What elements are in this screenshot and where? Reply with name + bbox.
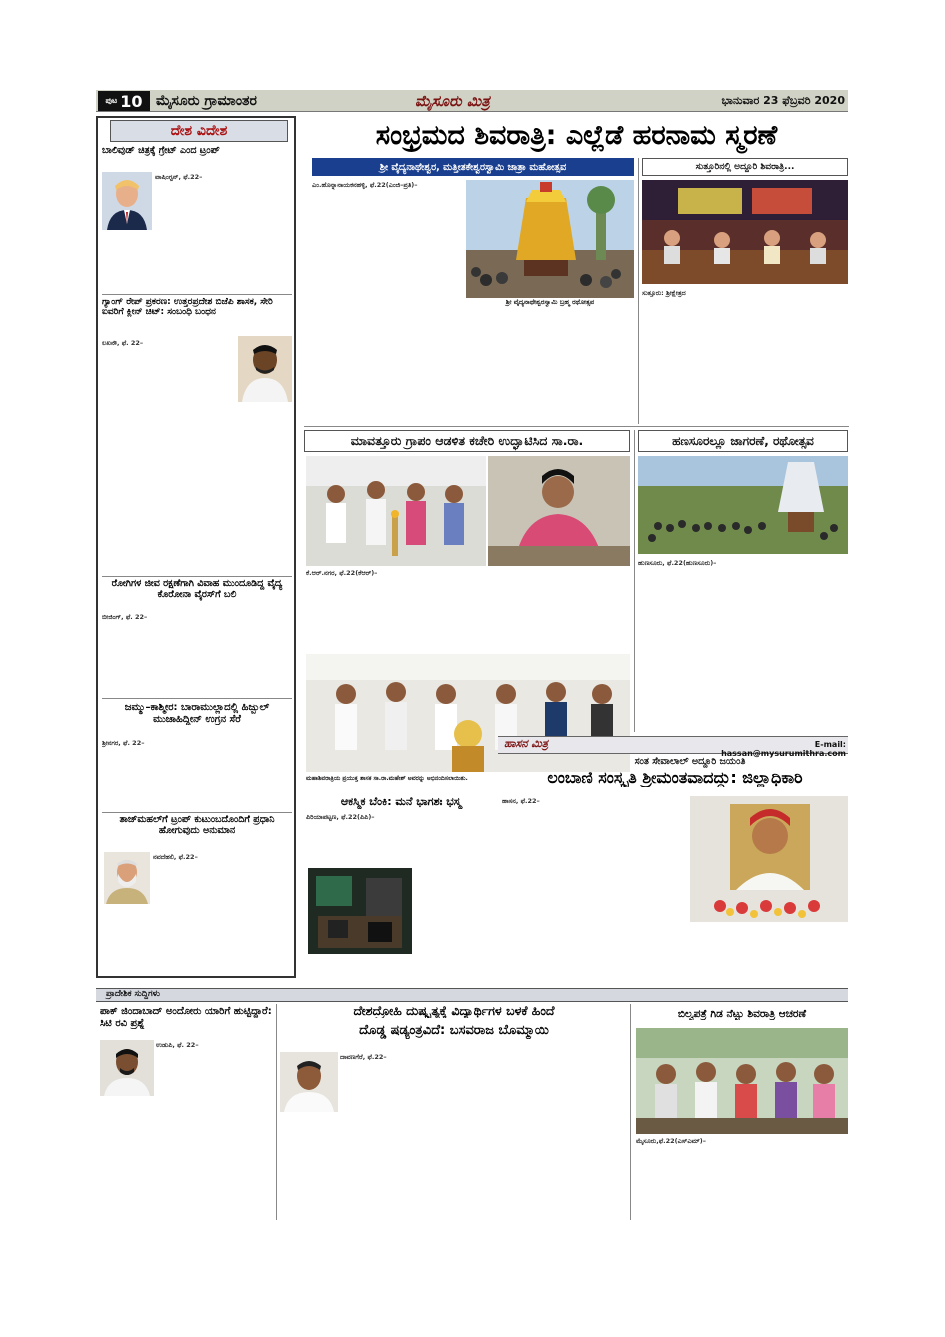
page-number: 10 xyxy=(120,91,143,111)
hassan-email: E-mail: hassan@mysurumithra.com xyxy=(721,740,846,758)
regional-center-body-col1: ದಾವಣಗೆರೆ, ಫೆ.22– xyxy=(340,1053,387,1061)
fire-body-col2 xyxy=(410,812,496,976)
modi-photo xyxy=(104,852,150,904)
lead-headline: ಸಂಭ್ರಮದ ಶಿವರಾತ್ರಿ: ಎಲ್ಲೆಡೆ ಹರನಾಮ ಸ್ಮರಣೆ xyxy=(375,120,778,151)
regional-center-headline-2: ದೊಡ್ಡ ಷಡ್ಯಂತ್ರವಿದೆ: ಬಸವರಾಜ ಬೊಮ್ಮಾಯಿ xyxy=(359,1024,549,1038)
section-name: ಮೈಸೂರು ಗ್ರಾಮಾಂತರ xyxy=(156,93,257,109)
issue-date: ಭಾನುವಾರ 23 ಫೆಬ್ರವರಿ 2020 xyxy=(721,94,845,107)
story-gangrape-headline: ಗ್ಯಾಂಗ್ ರೇಪ್ ಪ್ರಕರಣ: ಉತ್ತರಪ್ರದೇಶ ಬಿಜೆಪಿ ಶಾಸಕ, ಸೇರಿ ಐವರಿಗೆ ಕ್ಲೀನ್ ಚಿಟ್: ಸಂಬಂಧಿ ಬಂಧನ xyxy=(102,297,273,318)
divider xyxy=(102,698,292,699)
regional-left-body-cont xyxy=(100,1098,272,1218)
bilva-planting-photo xyxy=(636,1028,848,1134)
office-body-col1: ಕೆ.ಆರ್.ನಗರ, ಫೆ.22(ಕೆಆರ್)– xyxy=(306,569,378,577)
hassan-headline: ಲಂಬಾಣಿ ಸಂಸ್ಕೃತಿ ಶ್ರೀಮಂತವಾದದ್ದು: ಜಿಲ್ಲಾಧಿಕಾರಿ xyxy=(547,769,803,787)
regional-center-headline-1: ದೇಶದ್ರೋಹಿ ದುಷ್ಕೃತ್ಯಕ್ಕೆ ವಿದ್ಯಾರ್ಥಿಗಳ ಬಳಕೆ ಹಿಂದೆ xyxy=(353,1004,555,1018)
hanasuru-headline: ಹಣಸೂರಲ್ಲೂ ಜಾಗರಣೆ, ರಥೋತ್ಸವ xyxy=(672,433,814,448)
page-number-box xyxy=(98,91,150,111)
felicitation-caption: ಮಹಾಶಿವರಾತ್ರಿಯ ಪ್ರಯುಕ್ತ ಶಾಸಕ ಸಾ.ರಾ.ಮಹೇಶ್ ಅವರನ್ನು ಅಭಿನಂದಿಸಲಾಯಿತು. xyxy=(306,775,468,782)
hanasuru-body-col1: ಹುಣಸೂರು, ಫೆ.22(ಹುಣಸೂರು)– xyxy=(638,559,717,567)
regional-center-body-col3 xyxy=(530,1052,626,1218)
paper-name: ಮೈಸೂರು ಮಿತ್ರ xyxy=(415,92,490,110)
mla-photo xyxy=(238,336,292,402)
hassan-body-col1: ಹಾಸನ, ಫೆ.22– xyxy=(502,797,540,805)
bommai-photo xyxy=(280,1052,338,1112)
divider xyxy=(102,294,292,295)
column-divider xyxy=(638,158,639,424)
column-divider xyxy=(276,1004,277,1220)
hassan-kicker: ಸಂತ ಸೇವಾಲಾಲ್ ಅದ್ದೂರಿ ಜಯಂತಿ xyxy=(634,756,746,767)
trump-photo xyxy=(102,172,152,230)
office-body-col2 xyxy=(398,568,486,652)
story-gangrape-body: ಲಖನೌ, ಫೆ. 22– xyxy=(102,339,144,347)
story-trump-headline: ಬಾಲಿವುಡ್ ಚಿತ್ರಕ್ಕೆ ಗ್ರೇಟ್ ಎಂದ ಟ್ರಂಪ್ xyxy=(102,146,220,156)
regional-center-body-col0 xyxy=(280,1114,338,1218)
ct-ravi-photo xyxy=(100,1040,154,1096)
office-headline: ಮಾವತ್ತೂರು ಗ್ರಾಪಂ ಆಡಳಿತ ಕಚೇರಿ ಉದ್ಘಾಟಿಸಿದ ಸಾ.ರಾ. xyxy=(350,433,584,448)
woman-speaker-photo xyxy=(488,456,630,566)
story-tajmahal-headline: ತಾಜ್‌ಮಹಲ್‌ಗೆ ಟ್ರಂಪ್ ಕುಟುಂಬದೊಂದಿಗೆ ಪ್ರಧಾನಿ ಹೋಗುವುದು ಅನುಮಾನ xyxy=(119,815,275,836)
lead-body-col1: ಎಂ.ಹೊನ್ನಾನಾಯಕನಹಳ್ಳಿ, ಫೆ.22(ಎಂಜಿ–ಪ್ರತಿ)– xyxy=(312,181,418,189)
suttur-body: ಸುತ್ತೂರು: ಶ್ರೀಕ್ಷೇತ್ರದ xyxy=(642,289,686,297)
fire-damage-photo xyxy=(308,868,412,954)
hassan-body-col2 xyxy=(502,896,688,976)
story-trump-body: ವಾಷಿಂಗ್ಟನ್, ಫೆ.22– xyxy=(155,173,203,181)
lead-body-col2 xyxy=(466,310,546,422)
office-body-col3 xyxy=(488,568,558,652)
office-body-col4 xyxy=(560,568,630,652)
regional-left-headline: ಪಾಕ್ ಜಿಂದಾಬಾದ್ ಅಂದೋರು ಯಾರಿಗೆ ಹುಟ್ಟಿದ್ದಾರೆ: ಸಿಟಿ ರವಿ ಪ್ರಶ್ನೆ xyxy=(100,1006,272,1029)
story-gangrape-body-cont xyxy=(102,408,292,574)
divider xyxy=(102,576,292,577)
column-divider xyxy=(630,1004,631,1220)
section-title-desha-videsha: ದೇಶ ವಿದೇಶ xyxy=(110,120,288,142)
story-corona-body: ಬೀಜಿಂಗ್, ಫೆ. 22– xyxy=(102,613,148,621)
regional-center-body-col2 xyxy=(430,1052,526,1218)
divider xyxy=(304,426,849,427)
fire-body-col1: ಪಿರಿಯಾಪಟ್ಟಣ, ಫೆ.22(ಪಿಪಿ)– xyxy=(306,813,375,821)
lead-body-col1b xyxy=(312,400,462,422)
chariot-photo xyxy=(466,180,634,298)
column-divider xyxy=(634,430,635,732)
hassan-body-col3 xyxy=(690,924,848,976)
regional-bar xyxy=(96,988,848,1002)
regional-right-headline: ಬಿಲ್ವಪತ್ರೆ ಗಿಡ ನೆಟ್ಟು ಶಿವರಾತ್ರಿ ಆಚರಣೆ xyxy=(677,1008,807,1020)
story-kashmir-headline: ಜಮ್ಮು–ಕಾಶ್ಮೀರ: ಬಾರಾಮುಲ್ಲಾದಲ್ಲಿ ಹಿಜ್ಬುಲ್ ಮುಜಾಹಿದ್ದೀನ್ ಉಗ್ರನ ಸೆರೆ xyxy=(124,702,270,725)
lamp-lighting-photo xyxy=(306,456,486,566)
story-tajmahal-body: ನವದೆಹಲಿ, ಫೆ.22– xyxy=(153,853,198,861)
hanasuru-body-col2 xyxy=(744,558,848,732)
page-label: ಪುಟ xyxy=(105,96,118,105)
story-trump-body-cont xyxy=(102,232,292,292)
regional-right-body: ಮೈಸೂರು,ಫೆ.22(ಎಸ್‌ಎಮ್)– xyxy=(636,1137,707,1145)
divider xyxy=(102,812,292,813)
story-tajmahal-body-cont xyxy=(102,906,292,974)
office-headline-box xyxy=(304,430,630,452)
regional-left-body: ಉಡುಪಿ, ಫೆ. 22– xyxy=(156,1041,199,1049)
fire-headline: ಆಕಸ್ಮಿಕ ಬೆಂಕಿ: ಮನೆ ಭಾಗಶಃ ಭಸ್ಮ xyxy=(340,796,462,808)
fire-body-col1b xyxy=(306,956,406,976)
regional-section-title: ಪ್ರಾದೇಶಿಕ ಸುದ್ದಿಗಳು xyxy=(106,989,160,999)
suttur-stage-photo xyxy=(642,180,848,284)
hanasuru-headline-box xyxy=(638,430,848,452)
story-kashmir-body: ಶ್ರೀನಗರ, ಫೆ. 22– xyxy=(102,739,145,747)
lead-body-col3 xyxy=(550,310,634,422)
lead-subhead: ಶ್ರೀ ವೈದ್ಯನಾಥೇಶ್ವರ, ಮತ್ತೀತಕೇಶ್ವರಸ್ವಾಮಿ ಜಾತ್ರಾ ಮಹೋತ್ಸವ xyxy=(379,161,567,173)
hanasuru-crowd-photo xyxy=(638,456,848,554)
lead-subhead-bar xyxy=(312,158,634,176)
story-corona-headline: ರೋಗಿಗಳ ಜೀವ ರಕ್ಷಣೆಗಾಗಿ ವಿವಾಹ ಮುಂದೂಡಿದ್ದ ವೈದ್ಯ ಕೊರೋನಾ ವೈರಸ್‌ಗೆ ಬಲಿ xyxy=(111,579,283,600)
sevalal-photo xyxy=(690,796,848,922)
felicitation-photo xyxy=(306,654,630,772)
suttur-headline: ಸುತ್ತೂರಿನಲ್ಲಿ ಅದ್ದೂರಿ ಶಿವರಾತ್ರಿ... xyxy=(695,162,795,172)
hassan-brand: ಹಾಸನ ಮಿತ್ರ xyxy=(504,737,549,750)
suttur-headline-bar xyxy=(642,158,848,176)
chariot-caption: ಶ್ರೀ ವೈದ್ಯನಾಥೇಶ್ವರಸ್ವಾಮಿ ಬ್ರಹ್ಮ ರಥೋತ್ಸವ xyxy=(505,298,595,306)
